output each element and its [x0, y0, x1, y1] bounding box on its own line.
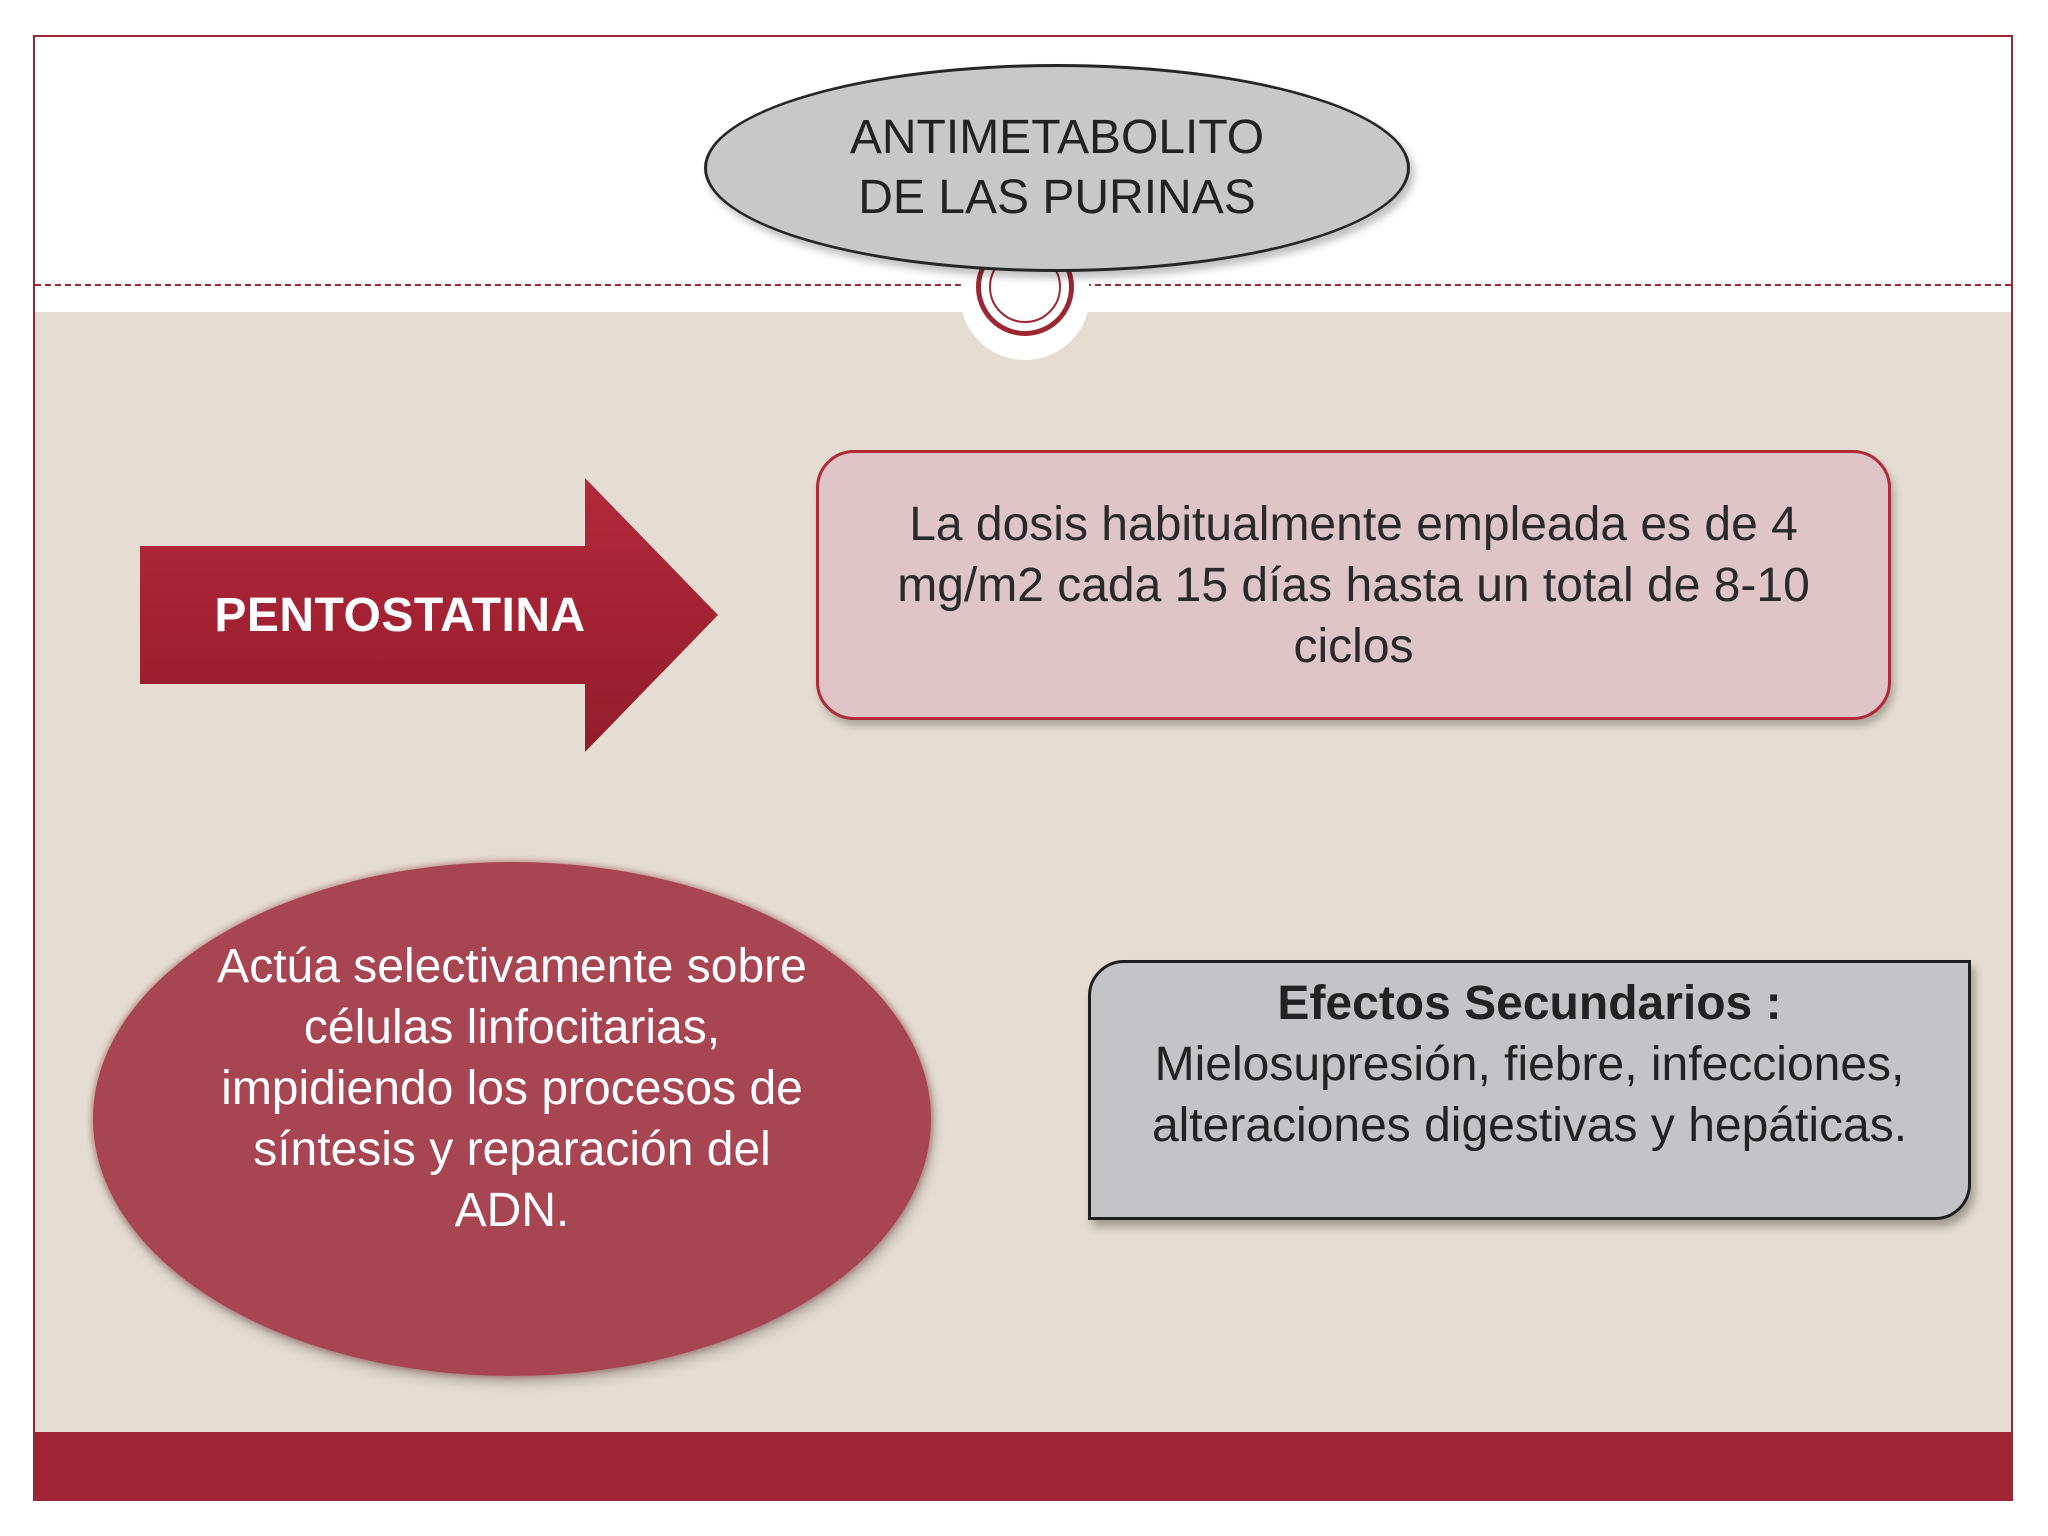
effects-text: Mielosupresión, fiebre, infecciones, alteraciones digestivas y hepáticas. — [1151, 1038, 1908, 1152]
title-line-1: ANTIMETABOLITO — [849, 111, 1265, 164]
dose-box — [816, 450, 1891, 720]
title-line-2: DE LAS PURINAS — [858, 171, 1256, 224]
title-text — [850, 108, 1264, 228]
action-text: Actúa selectivamente sobre células linfocitarias, impidiendo los procesos de síntesis y reparación del ADN. — [217, 940, 807, 1237]
effects-box — [1088, 960, 1971, 1220]
effects-title: Efectos Secundarios : — [1277, 977, 1782, 1030]
dose-text: La dosis habitualmente empleada es de 4 mg/m2 cada 15 días hasta un total de 8-10 ciclos — [897, 497, 1810, 673]
drug-name: PENTOSTATINA — [214, 588, 586, 642]
footer-bar — [35, 1432, 2011, 1501]
title-ellipse — [704, 64, 1410, 272]
